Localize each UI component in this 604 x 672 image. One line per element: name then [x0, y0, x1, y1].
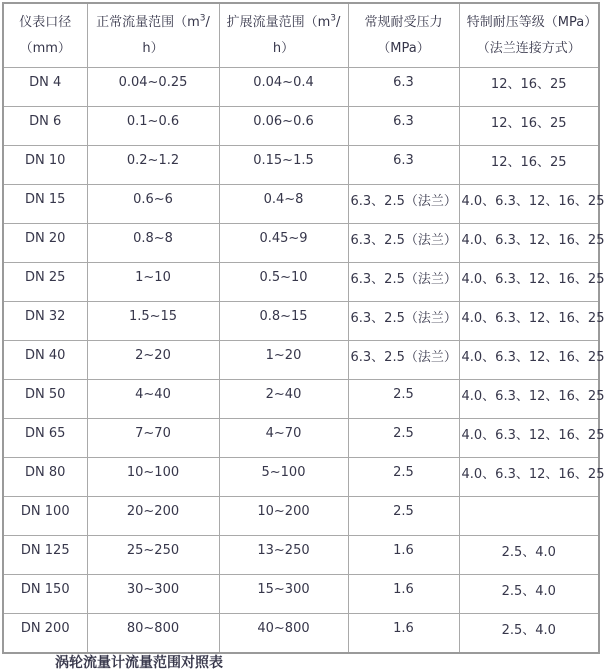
table-cell: 6.3 [348, 107, 459, 146]
table-cell: 13~250 [219, 536, 348, 575]
table-cell: DN 6 [3, 107, 87, 146]
table-cell: 7~70 [87, 419, 219, 458]
table-cell: 40~800 [219, 614, 348, 654]
table-cell: 0.06~0.6 [219, 107, 348, 146]
table-cell: DN 65 [3, 419, 87, 458]
table-row [3, 185, 599, 224]
table-cell: 6.3 [348, 68, 459, 107]
table-cell: 15~300 [219, 575, 348, 614]
table-cell: DN 150 [3, 575, 87, 614]
table-cell: DN 32 [3, 302, 87, 341]
header-text: /h） [142, 14, 210, 56]
table-cell: 4.0、6.3、12、16、25 [459, 302, 599, 341]
table-cell: DN 4 [3, 68, 87, 107]
table-cell: 10~200 [219, 497, 348, 536]
table-cell: 12、16、25 [459, 146, 599, 185]
table-cell: 25~250 [87, 536, 219, 575]
table-cell: 2.5、4.0 [459, 575, 599, 614]
table-cell: 2~20 [87, 341, 219, 380]
table-cell: 4~70 [219, 419, 348, 458]
table-cell: 0.5~10 [219, 263, 348, 302]
column-header-extended-flow [219, 3, 348, 68]
table-cell [459, 497, 599, 536]
table-cell: 1.6 [348, 614, 459, 654]
table-cell: 10~100 [87, 458, 219, 497]
table-row [3, 458, 599, 497]
table-row [3, 536, 599, 575]
table-cell: 6.3、2.5（法兰） [348, 224, 459, 263]
header-text: 扩展流量范围（m [226, 14, 331, 30]
table-cell: 0.04~0.4 [219, 68, 348, 107]
table-cell: 1.6 [348, 536, 459, 575]
table-cell: 0.04~0.25 [87, 68, 219, 107]
table-cell: 0.4~8 [219, 185, 348, 224]
table-cell: 80~800 [87, 614, 219, 654]
table-cell: 4~40 [87, 380, 219, 419]
column-header-diameter: 仪表口径（mm） [3, 3, 87, 68]
table-row [3, 380, 599, 419]
table-cell: 2.5 [348, 497, 459, 536]
table-cell: 5~100 [219, 458, 348, 497]
table-row [3, 107, 599, 146]
column-header-normal-flow [87, 3, 219, 68]
table-cell: 1.5~15 [87, 302, 219, 341]
table-cell: 0.45~9 [219, 224, 348, 263]
table-cell: DN 20 [3, 224, 87, 263]
table-cell: 4.0、6.3、12、16、25 [459, 380, 599, 419]
table-cell: 2.5、4.0 [459, 614, 599, 654]
table-cell: 0.8~8 [87, 224, 219, 263]
table-cell: 2.5 [348, 458, 459, 497]
table-cell: 0.15~1.5 [219, 146, 348, 185]
table-cell: 4.0、6.3、12、16、25 [459, 263, 599, 302]
table-row [3, 146, 599, 185]
table-cell: 1~10 [87, 263, 219, 302]
table-cell: 4.0、6.3、12、16、25 [459, 224, 599, 263]
table-body [3, 68, 604, 654]
table-cell: 4.0、6.3、12、16、25 [459, 458, 599, 497]
table-header-row [3, 3, 599, 68]
table-row [3, 341, 599, 380]
table-cell: 2.5 [348, 380, 459, 419]
header-text: /h） [272, 14, 341, 56]
table-cell: 12、16、25 [459, 68, 599, 107]
table-cell: 12、16、25 [459, 107, 599, 146]
header-text: 正常流量范围（m [96, 14, 200, 30]
table-cell: DN 100 [3, 497, 87, 536]
table-cell: 0.1~0.6 [87, 107, 219, 146]
table-cell: 2.5 [348, 419, 459, 458]
table-cell: 6.3、2.5（法兰） [348, 302, 459, 341]
table-cell: 4.0、6.3、12、16、25 [459, 419, 599, 458]
table-cell: 1.6 [348, 575, 459, 614]
table-cell: 0.2~1.2 [87, 146, 219, 185]
superscript-3: 3 [199, 13, 206, 24]
table-cell: DN 200 [3, 614, 87, 654]
table-cell: 1~20 [219, 341, 348, 380]
table-row [3, 68, 599, 107]
column-header-special-pressure: 特制耐压等级（MPa）（法兰连接方式） [459, 3, 599, 68]
spec-table [2, 2, 604, 654]
table-cell: 4.0、6.3、12、16、25 [459, 341, 599, 380]
table-row [3, 224, 599, 263]
table-cell: 2~40 [219, 380, 348, 419]
table-cell: DN 125 [3, 536, 87, 575]
table-cell: DN 80 [3, 458, 87, 497]
table-cell: 0.6~6 [87, 185, 219, 224]
table-cell: DN 25 [3, 263, 87, 302]
table-cell: 4.0、6.3、12、16、25 [459, 185, 599, 224]
table-cell: 20~200 [87, 497, 219, 536]
table-row [3, 419, 599, 458]
table-row [3, 575, 599, 614]
table-cell: DN 15 [3, 185, 87, 224]
column-header-pressure: 常规耐受压力（MPa） [348, 3, 459, 68]
table-cell: 0.8~15 [219, 302, 348, 341]
table-row [3, 302, 599, 341]
table-row [3, 497, 599, 536]
table-cell: 6.3 [348, 146, 459, 185]
table-row [3, 614, 599, 654]
table-cell: 30~300 [87, 575, 219, 614]
table-cell: DN 50 [3, 380, 87, 419]
table-cell: DN 40 [3, 341, 87, 380]
superscript-3: 3 [330, 13, 336, 24]
table-cell: 2.5、4.0 [459, 536, 599, 575]
table-cell: 6.3、2.5（法兰） [348, 263, 459, 302]
clipped-caption: 涡轮流量计流量范围对照表 [55, 655, 223, 671]
table-cell: 6.3、2.5（法兰） [348, 341, 459, 380]
table-cell: 6.3、2.5（法兰） [348, 185, 459, 224]
table-cell: DN 10 [3, 146, 87, 185]
table-row [3, 263, 599, 302]
